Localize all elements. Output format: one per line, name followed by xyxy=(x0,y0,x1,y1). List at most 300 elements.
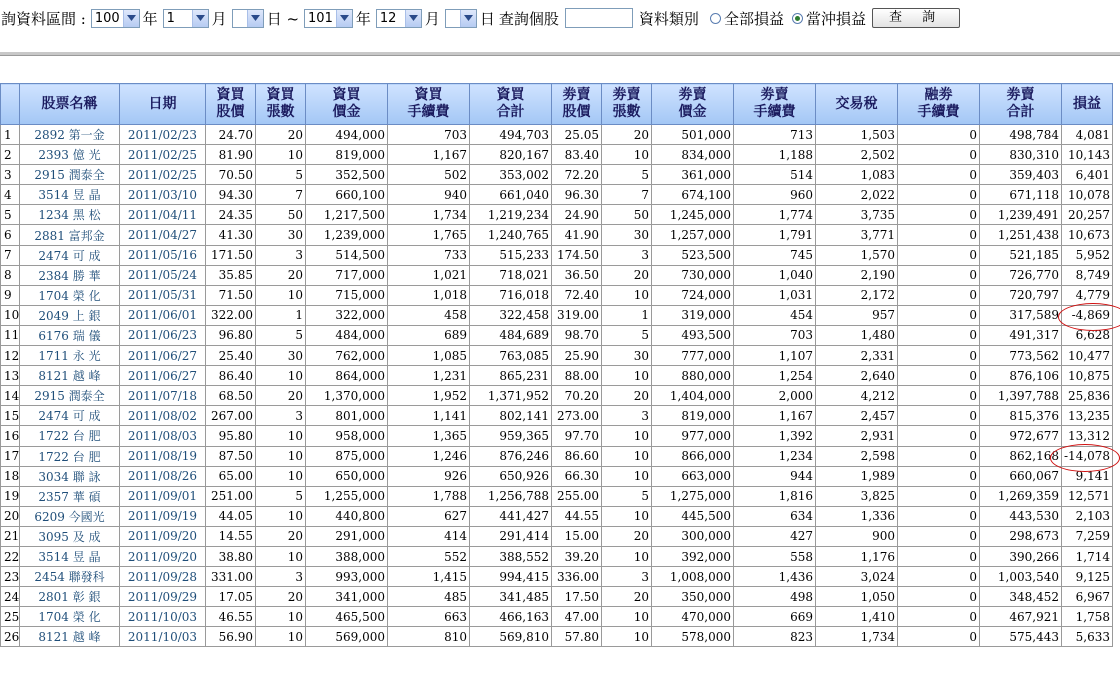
cell-text: 1,008,000 xyxy=(669,569,731,584)
table-cell[interactable] xyxy=(20,205,120,225)
cell-text: 1,251,438 xyxy=(997,228,1059,243)
table-body xyxy=(1,125,1113,647)
cell-text: 322.00 xyxy=(211,308,253,323)
table-cell xyxy=(120,546,206,566)
radio-all-pnl[interactable] xyxy=(710,8,784,29)
cell-text: 57.80 xyxy=(564,629,599,644)
table-cell xyxy=(898,205,980,225)
start-day-select[interactable] xyxy=(232,9,264,28)
table-cell xyxy=(602,526,652,546)
column-header-line1: 劵賣 xyxy=(678,87,707,103)
cell-text: 81.90 xyxy=(218,147,253,162)
cell-text: 348,452 xyxy=(1009,589,1059,604)
cell-text: 20 xyxy=(287,589,303,604)
table-cell[interactable] xyxy=(20,366,120,386)
cell-text: 0 xyxy=(969,268,977,283)
table-cell xyxy=(206,285,256,305)
cell-text: 1,410 xyxy=(860,609,895,624)
table-cell xyxy=(816,426,898,446)
cell-text: 10 xyxy=(633,147,649,162)
cell-text: 336.00 xyxy=(557,569,599,584)
table-cell xyxy=(470,587,552,607)
table-cell xyxy=(734,486,816,506)
table-cell xyxy=(898,346,980,366)
cell-text: 6176 瑞 儀 xyxy=(38,328,101,343)
cell-text: 993,000 xyxy=(335,569,385,584)
table-cell xyxy=(734,446,816,466)
cell-text: 3,771 xyxy=(860,228,895,243)
cell-text: 671,118 xyxy=(1009,187,1059,202)
table-cell xyxy=(256,587,306,607)
table-cell xyxy=(256,205,306,225)
table-cell xyxy=(1,526,20,546)
cell-text: 730,000 xyxy=(681,268,731,283)
cell-text: 3514 昱 晶 xyxy=(38,188,101,203)
table-cell xyxy=(388,325,470,345)
cell-text: 6209 今國光 xyxy=(34,509,105,524)
table-cell xyxy=(980,285,1062,305)
table-cell xyxy=(1,265,20,285)
cell-text: 2011/08/26 xyxy=(127,469,198,484)
table-cell xyxy=(980,587,1062,607)
cell-text: 14.55 xyxy=(218,529,253,544)
table-cell xyxy=(470,627,552,647)
pnl-value: 4,779 xyxy=(1075,288,1110,303)
cell-text: 319,000 xyxy=(681,308,731,323)
table-cell[interactable] xyxy=(20,265,120,285)
cell-text: 341,000 xyxy=(335,589,385,604)
cell-text: 2915 潤泰全 xyxy=(34,389,105,404)
cell-text: 0 xyxy=(969,629,977,644)
table-cell xyxy=(734,125,816,145)
table-cell[interactable] xyxy=(20,526,120,546)
table-cell[interactable] xyxy=(20,325,120,345)
table-cell xyxy=(120,486,206,506)
cell-text: 25.90 xyxy=(564,348,599,363)
table-cell[interactable] xyxy=(20,125,120,145)
cell-text: 5 xyxy=(641,167,649,182)
cell-text: 0 xyxy=(969,288,977,303)
table-cell xyxy=(120,567,206,587)
cell-text: 361,000 xyxy=(681,167,731,182)
query-button[interactable]: 查 詢 xyxy=(872,8,960,28)
cell-text: 17.05 xyxy=(218,589,253,604)
table-cell xyxy=(898,426,980,446)
column-header-line2: 張數 xyxy=(612,104,641,120)
table-cell xyxy=(734,627,816,647)
table-cell xyxy=(1062,285,1113,305)
cell-text: 0 xyxy=(969,388,977,403)
table-row xyxy=(1,145,1113,165)
cell-text: 50 xyxy=(633,207,649,222)
cell-text: 1,791 xyxy=(778,228,813,243)
table-cell xyxy=(734,205,816,225)
cell-text: 87.50 xyxy=(218,449,253,464)
table-cell[interactable] xyxy=(20,305,120,325)
cell-text: 1,989 xyxy=(860,469,895,484)
cell-text: 0 xyxy=(969,569,977,584)
table-cell xyxy=(388,205,470,225)
cell-text: 25.40 xyxy=(218,348,253,363)
cell-text: 466,163 xyxy=(499,609,549,624)
table-cell xyxy=(306,125,388,145)
cell-text: 291,414 xyxy=(499,529,549,544)
cell-text: 20 xyxy=(4,509,20,524)
column-header-0 xyxy=(1,84,20,125)
table-cell xyxy=(734,245,816,265)
table-cell[interactable] xyxy=(20,145,120,165)
table-cell xyxy=(652,325,734,345)
table-cell xyxy=(388,466,470,486)
table-cell xyxy=(470,346,552,366)
pnl-value: 2,103 xyxy=(1075,509,1110,524)
table-cell xyxy=(980,145,1062,165)
cell-text: 2011/09/19 xyxy=(127,509,198,524)
start-month-select[interactable] xyxy=(163,9,209,28)
table-cell xyxy=(734,506,816,526)
table-cell xyxy=(980,325,1062,345)
table-cell xyxy=(1,587,20,607)
table-cell xyxy=(120,145,206,165)
cell-text: 876,106 xyxy=(1009,368,1059,383)
cell-text: 1,176 xyxy=(860,549,895,564)
cell-text: 20 xyxy=(633,529,649,544)
cell-text: 14 xyxy=(4,388,20,403)
stock-input[interactable] xyxy=(565,8,633,28)
cell-text: 331.00 xyxy=(211,569,253,584)
table-cell xyxy=(388,386,470,406)
cell-text: 862,168 xyxy=(1009,449,1059,464)
cell-text: 1,050 xyxy=(860,589,895,604)
table-cell[interactable] xyxy=(20,386,120,406)
cell-text: 3 xyxy=(295,569,303,584)
cell-text: 441,427 xyxy=(499,509,549,524)
cell-text: 3,024 xyxy=(860,569,895,584)
cell-text: 875,000 xyxy=(335,449,385,464)
table-cell xyxy=(898,285,980,305)
cell-text: 2,331 xyxy=(860,348,895,363)
cell-text: 20 xyxy=(287,388,303,403)
cell-text: 763,085 xyxy=(499,348,549,363)
table-cell xyxy=(1,346,20,366)
cell-text: 10 xyxy=(633,368,649,383)
cell-text: 1,371,952 xyxy=(487,388,549,403)
pnl-value: 9,125 xyxy=(1075,569,1110,584)
column-header-line1: 資買 xyxy=(496,87,525,103)
cell-text: 0 xyxy=(969,489,977,504)
cell-text: 1,254 xyxy=(778,368,813,383)
cell-text: 39.20 xyxy=(564,549,599,564)
cell-text: 10 xyxy=(287,609,303,624)
cell-text: 523,500 xyxy=(681,248,731,263)
table-cell xyxy=(120,587,206,607)
cell-text: 3 xyxy=(4,167,12,182)
table-cell xyxy=(388,145,470,165)
table-cell xyxy=(816,185,898,205)
table-cell xyxy=(652,245,734,265)
table-cell xyxy=(1,225,20,245)
cell-text: 66.30 xyxy=(564,469,599,484)
radio-daytrade-pnl[interactable] xyxy=(792,8,866,29)
table-cell xyxy=(470,406,552,426)
pnl-value: 9,141 xyxy=(1075,469,1110,484)
table-cell xyxy=(120,446,206,466)
cell-text: 41.30 xyxy=(218,228,253,243)
table-cell xyxy=(206,426,256,446)
table-cell xyxy=(980,386,1062,406)
pnl-value: 5,952 xyxy=(1075,248,1110,263)
cell-text: 10 xyxy=(633,549,649,564)
table-cell xyxy=(602,426,652,446)
table-cell xyxy=(816,406,898,426)
table-cell[interactable] xyxy=(20,285,120,305)
table-cell xyxy=(206,225,256,245)
cell-text: 35.85 xyxy=(218,268,253,283)
table-row xyxy=(1,587,1113,607)
table-cell xyxy=(816,446,898,466)
table-cell xyxy=(206,366,256,386)
table-cell xyxy=(816,366,898,386)
table-cell xyxy=(306,506,388,526)
column-header-3 xyxy=(206,84,256,125)
cell-text: 726,770 xyxy=(1009,268,1059,283)
table-cell xyxy=(388,406,470,426)
cell-text: 1,257,000 xyxy=(669,228,731,243)
pnl-value: 1,714 xyxy=(1075,549,1110,564)
table-cell xyxy=(552,526,602,546)
cell-text: 3034 聯 詠 xyxy=(38,469,101,484)
table-cell xyxy=(306,486,388,506)
table-cell[interactable] xyxy=(20,406,120,426)
end-day-select[interactable] xyxy=(445,9,477,28)
table-cell xyxy=(602,325,652,345)
table-cell[interactable] xyxy=(20,426,120,446)
pnl-table xyxy=(0,83,1113,647)
table-cell[interactable] xyxy=(20,466,120,486)
end-month-select[interactable] xyxy=(376,9,422,28)
cell-text: 2011/09/20 xyxy=(127,549,198,564)
table-cell xyxy=(306,587,388,607)
table-cell xyxy=(256,426,306,446)
table-cell xyxy=(1062,305,1113,325)
table-cell[interactable] xyxy=(20,486,120,506)
table-cell xyxy=(602,466,652,486)
cell-text: 24.70 xyxy=(218,127,253,142)
table-cell xyxy=(388,486,470,506)
table-cell xyxy=(652,346,734,366)
cell-text: 2,000 xyxy=(778,388,813,403)
table-cell xyxy=(816,265,898,285)
table-cell xyxy=(306,627,388,647)
cell-text: 15 xyxy=(4,408,20,423)
cell-text: 745 xyxy=(790,248,813,263)
table-cell xyxy=(1,366,20,386)
cell-text: 458 xyxy=(444,308,467,323)
table-cell xyxy=(1,406,20,426)
table-cell xyxy=(652,386,734,406)
table-cell[interactable] xyxy=(20,587,120,607)
cell-text: 1,436 xyxy=(778,569,813,584)
table-cell xyxy=(120,346,206,366)
cell-text: 650,000 xyxy=(335,469,385,484)
table-cell xyxy=(388,346,470,366)
table-cell[interactable] xyxy=(20,446,120,466)
table-cell xyxy=(898,406,980,426)
table-cell xyxy=(206,486,256,506)
table-cell[interactable] xyxy=(20,567,120,587)
end-year-select[interactable] xyxy=(304,9,353,28)
table-cell xyxy=(120,285,206,305)
table-row xyxy=(1,627,1113,647)
cell-text: 1,275,000 xyxy=(669,489,731,504)
cell-text: 5 xyxy=(4,207,12,222)
cell-text: 1704 榮 化 xyxy=(38,610,101,625)
cell-text: 720,797 xyxy=(1009,288,1059,303)
cell-text: 8121 越 峰 xyxy=(38,369,101,384)
column-header-1 xyxy=(20,84,120,125)
cell-text: 715,000 xyxy=(335,288,385,303)
cell-text: 2011/09/20 xyxy=(127,529,198,544)
table-cell[interactable] xyxy=(20,245,120,265)
table-cell xyxy=(120,386,206,406)
table-cell xyxy=(1062,567,1113,587)
cell-text: 1,245,000 xyxy=(669,207,731,222)
column-header-line1: 股票名稱 xyxy=(41,95,98,112)
table-cell xyxy=(1062,325,1113,345)
table-cell[interactable] xyxy=(20,165,120,185)
cell-text: 2011/05/24 xyxy=(127,268,198,283)
table-cell xyxy=(734,145,816,165)
table-cell xyxy=(256,386,306,406)
column-header-line1: 劵賣 xyxy=(562,87,591,103)
cell-text: 569,000 xyxy=(335,629,385,644)
table-cell xyxy=(256,185,306,205)
column-header-line2: 手續費 xyxy=(753,104,796,120)
table-row xyxy=(1,265,1113,285)
cell-text: 10 xyxy=(633,449,649,464)
table-cell xyxy=(652,225,734,245)
table-cell xyxy=(120,325,206,345)
cell-text: 319.00 xyxy=(557,308,599,323)
cell-text: 663 xyxy=(444,609,467,624)
table-cell xyxy=(980,305,1062,325)
table-cell xyxy=(256,265,306,285)
table-cell xyxy=(552,466,602,486)
table-cell xyxy=(1,325,20,345)
cell-text: 713 xyxy=(790,127,813,142)
chevron-down-icon xyxy=(405,10,421,27)
table-cell xyxy=(120,506,206,526)
cell-text: 1,816 xyxy=(778,489,813,504)
cell-text: 24 xyxy=(4,589,20,604)
table-cell xyxy=(388,366,470,386)
cell-text: 864,000 xyxy=(335,368,385,383)
pnl-value: 1,758 xyxy=(1075,609,1110,624)
cell-text: 291,000 xyxy=(335,529,385,544)
table-cell xyxy=(1,305,20,325)
end-day-value xyxy=(446,10,460,27)
cell-text: 1234 黑 松 xyxy=(38,208,101,223)
column-header-line1: 資買 xyxy=(216,87,245,103)
cell-text: 24.90 xyxy=(564,207,599,222)
table-cell[interactable] xyxy=(20,185,120,205)
table-row xyxy=(1,165,1113,185)
cell-text: 2915 潤泰全 xyxy=(34,168,105,183)
table-cell xyxy=(734,546,816,566)
cell-text: 2011/08/02 xyxy=(127,408,198,423)
column-header-11 xyxy=(734,84,816,125)
cell-text: 830,310 xyxy=(1009,147,1059,162)
table-cell xyxy=(602,587,652,607)
table-cell[interactable] xyxy=(20,607,120,627)
table-cell[interactable] xyxy=(20,627,120,647)
table-cell xyxy=(470,245,552,265)
cell-text: 865,231 xyxy=(499,368,549,383)
table-cell xyxy=(816,466,898,486)
cell-text: 12 xyxy=(4,348,20,363)
table-cell xyxy=(898,486,980,506)
table-cell xyxy=(652,145,734,165)
cell-text: 1,021 xyxy=(432,268,467,283)
cell-text: 267.00 xyxy=(211,408,253,423)
table-cell xyxy=(602,185,652,205)
column-header-line2: 股價 xyxy=(562,104,591,120)
table-cell[interactable] xyxy=(20,506,120,526)
table-cell xyxy=(734,567,816,587)
table-cell xyxy=(256,125,306,145)
cell-text: 501,000 xyxy=(681,127,731,142)
table-cell xyxy=(816,125,898,145)
table-cell xyxy=(1062,205,1113,225)
table-cell xyxy=(206,526,256,546)
cell-text: 2801 彰 銀 xyxy=(38,590,101,605)
start-year-select[interactable] xyxy=(91,9,140,28)
table-cell xyxy=(470,506,552,526)
cell-text: 627 xyxy=(444,509,467,524)
table-cell xyxy=(256,446,306,466)
table-cell xyxy=(206,607,256,627)
column-header-10 xyxy=(652,84,734,125)
table-header-row xyxy=(1,84,1113,125)
table-cell xyxy=(816,526,898,546)
table-cell xyxy=(734,305,816,325)
cell-text: 96.80 xyxy=(218,328,253,343)
cell-text: 10 xyxy=(633,509,649,524)
table-row xyxy=(1,526,1113,546)
table-cell xyxy=(470,446,552,466)
cell-text: 1 xyxy=(295,308,303,323)
table-cell xyxy=(206,446,256,466)
table-cell xyxy=(552,245,602,265)
table-cell xyxy=(602,225,652,245)
table-cell xyxy=(816,205,898,225)
cell-text: 578,000 xyxy=(681,629,731,644)
cell-text: 1,231 xyxy=(432,368,467,383)
cell-text: 1,031 xyxy=(778,288,813,303)
table-cell[interactable] xyxy=(20,346,120,366)
table-cell[interactable] xyxy=(20,225,120,245)
table-cell xyxy=(306,325,388,345)
cell-text: 10 xyxy=(287,629,303,644)
table-cell xyxy=(734,466,816,486)
cell-text: 484,000 xyxy=(335,328,385,343)
radio-daytrade-label: 當沖損益 xyxy=(805,9,866,28)
cell-text: 575,443 xyxy=(1009,629,1059,644)
table-cell xyxy=(388,225,470,245)
table-cell[interactable] xyxy=(20,546,120,566)
cell-text: 1,774 xyxy=(778,207,813,222)
cell-text: 3 xyxy=(641,569,649,584)
